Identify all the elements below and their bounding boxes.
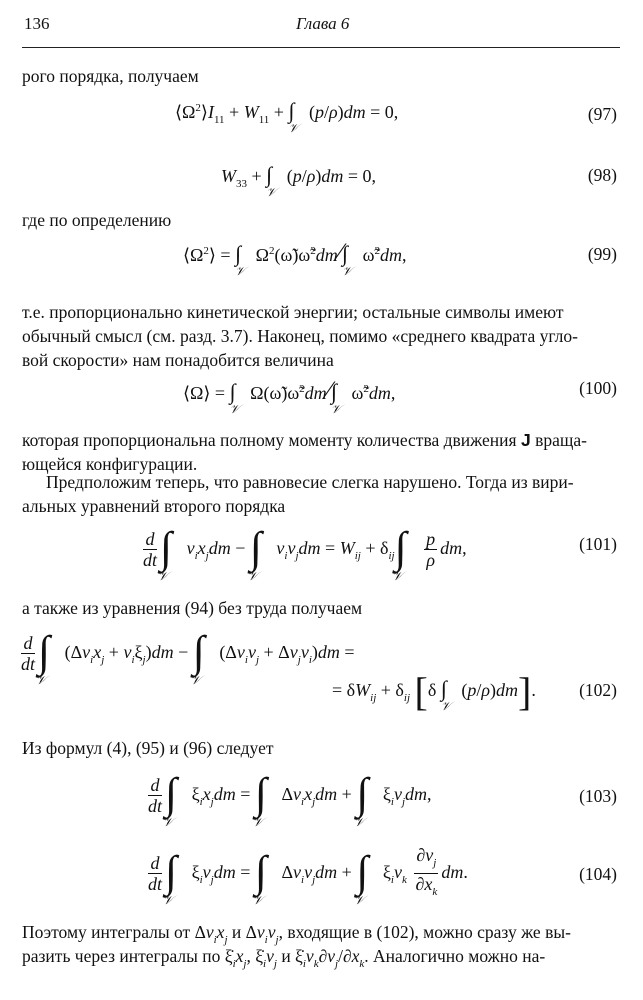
equation-number-100: (100) <box>579 378 617 398</box>
equation-number-97: (97) <box>587 104 617 124</box>
equation-102-line-2: = $\delta W_{ij} + \delta_{ij}$ [δ $\int_𝒱$ (p/ρ)dm]. <box>332 669 536 714</box>
paragraph-8-line-1: Поэтому интегралы от $\Delta v_ix_j$ и $\Delta v_iv_j$, входящие в (102), можно сразу же вы- <box>22 922 571 946</box>
paragraph-1: рого порядка, получаем <box>22 66 199 86</box>
eq102-line1-end: = <box>344 642 355 662</box>
equation-103: $\frac{d}{dt}$ $\int_𝒱$ $\xi_ix_jdm = \int_𝒱$ $\Delta v_ix_jdm + \int_𝒱$ $\xi_iv_jdm$, <box>148 769 432 829</box>
equation-number-103: (103) <box>579 786 617 806</box>
paragraph-3-line-3: вой скорости» нам понадобится величина <box>22 350 334 370</box>
page-number: 136 <box>24 14 50 33</box>
eq97-rhs: = 0, <box>370 102 399 122</box>
equation-number-102: (102) <box>579 680 617 700</box>
paragraph-3-line-1: т.е. пропорционально кинетической энергии; остальные символы имеют <box>22 302 564 322</box>
equation-104: $\frac{d}{dt}$ $\int_𝒱$ $\xi_iv_jdm = \int_𝒱$ $\Delta v_iv_jdm + \int_𝒱$ $\xi_iv_k$ $\frac{\partial v_j}{\partial x_k}$ dm. <box>148 845 468 907</box>
paragraph-7: Из формул (4), (95) и (96) следует <box>22 738 274 758</box>
equation-101: $\frac{d}{dt}$ $\int_𝒱$ $v_ix_jdm - \int_𝒱$ $v_iv_jdm = W_{ij} + \delta_{ij}\int_𝒱$ $\frac{p}{\rho}$ dm, <box>143 523 467 583</box>
equation-102-line-1: $\frac{d}{dt}$ $\int_𝒱$ $(\Delta v_ix_j + v_i\xi_j)dm - \int_𝒱$ $(\Delta v_iv_j + \Delta v_jv_i)dm$ = <box>21 627 355 687</box>
paragraph-5-line-1: Предположим теперь, что равновесие слегка нарушено. Тогда из вири- <box>46 472 574 492</box>
paragraph-8-line-2: разить через интегралы по $\xi̇_ix_j$, $\xi̇_iv_j$ и $\xi̇_iv_k\partial v_j/\partial x_k$. Аналогично можно на- <box>22 946 546 970</box>
paragraph-3-line-2: обычный смысл (см. разд. 3.7). Наконец, помимо «среднего квадрата угло- <box>22 326 578 346</box>
header-rule <box>22 47 620 48</box>
eq98-rhs: = 0, <box>347 166 376 186</box>
equation-number-104: (104) <box>579 864 617 884</box>
paragraph-4-line-2: ющейся конфигурации. <box>22 454 198 474</box>
equation-97: $⟨\Omega^2⟩I_{11} + W_{11} + \int_𝒱$ (p/ρ)dm = 0, <box>175 98 399 135</box>
equation-number-101: (101) <box>579 534 617 554</box>
paragraph-4-line-1: которая пропорциональна полному моменту количества движения J враща- <box>22 430 587 450</box>
equation-98: $W_{33} + \int_𝒱$ (p/ρ)dm = 0, <box>221 162 376 199</box>
equation-number-99: (99) <box>587 244 617 264</box>
equation-99: $⟨\Omega^2⟩ = \int_𝒱$ $\Omega^2(\omegã)\omegã^2dm⁄\int_𝒱$ ω̃$^2$dm, <box>183 238 407 278</box>
equation-100: ⟨Ω⟩ = $\int_𝒱$ $\Omega(\omegã)\omegã^2dm⁄\int_𝒱$ ω̃$^2$dm, <box>183 376 396 416</box>
paragraph-5-line-2: альных уравнений второго порядка <box>22 496 286 516</box>
paragraph-6: а также из уравнения (94) без труда получаем <box>22 598 363 618</box>
equation-number-98: (98) <box>587 165 617 185</box>
paragraph-2: где по определению <box>22 210 172 230</box>
chapter-title: Глава 6 <box>296 14 350 33</box>
